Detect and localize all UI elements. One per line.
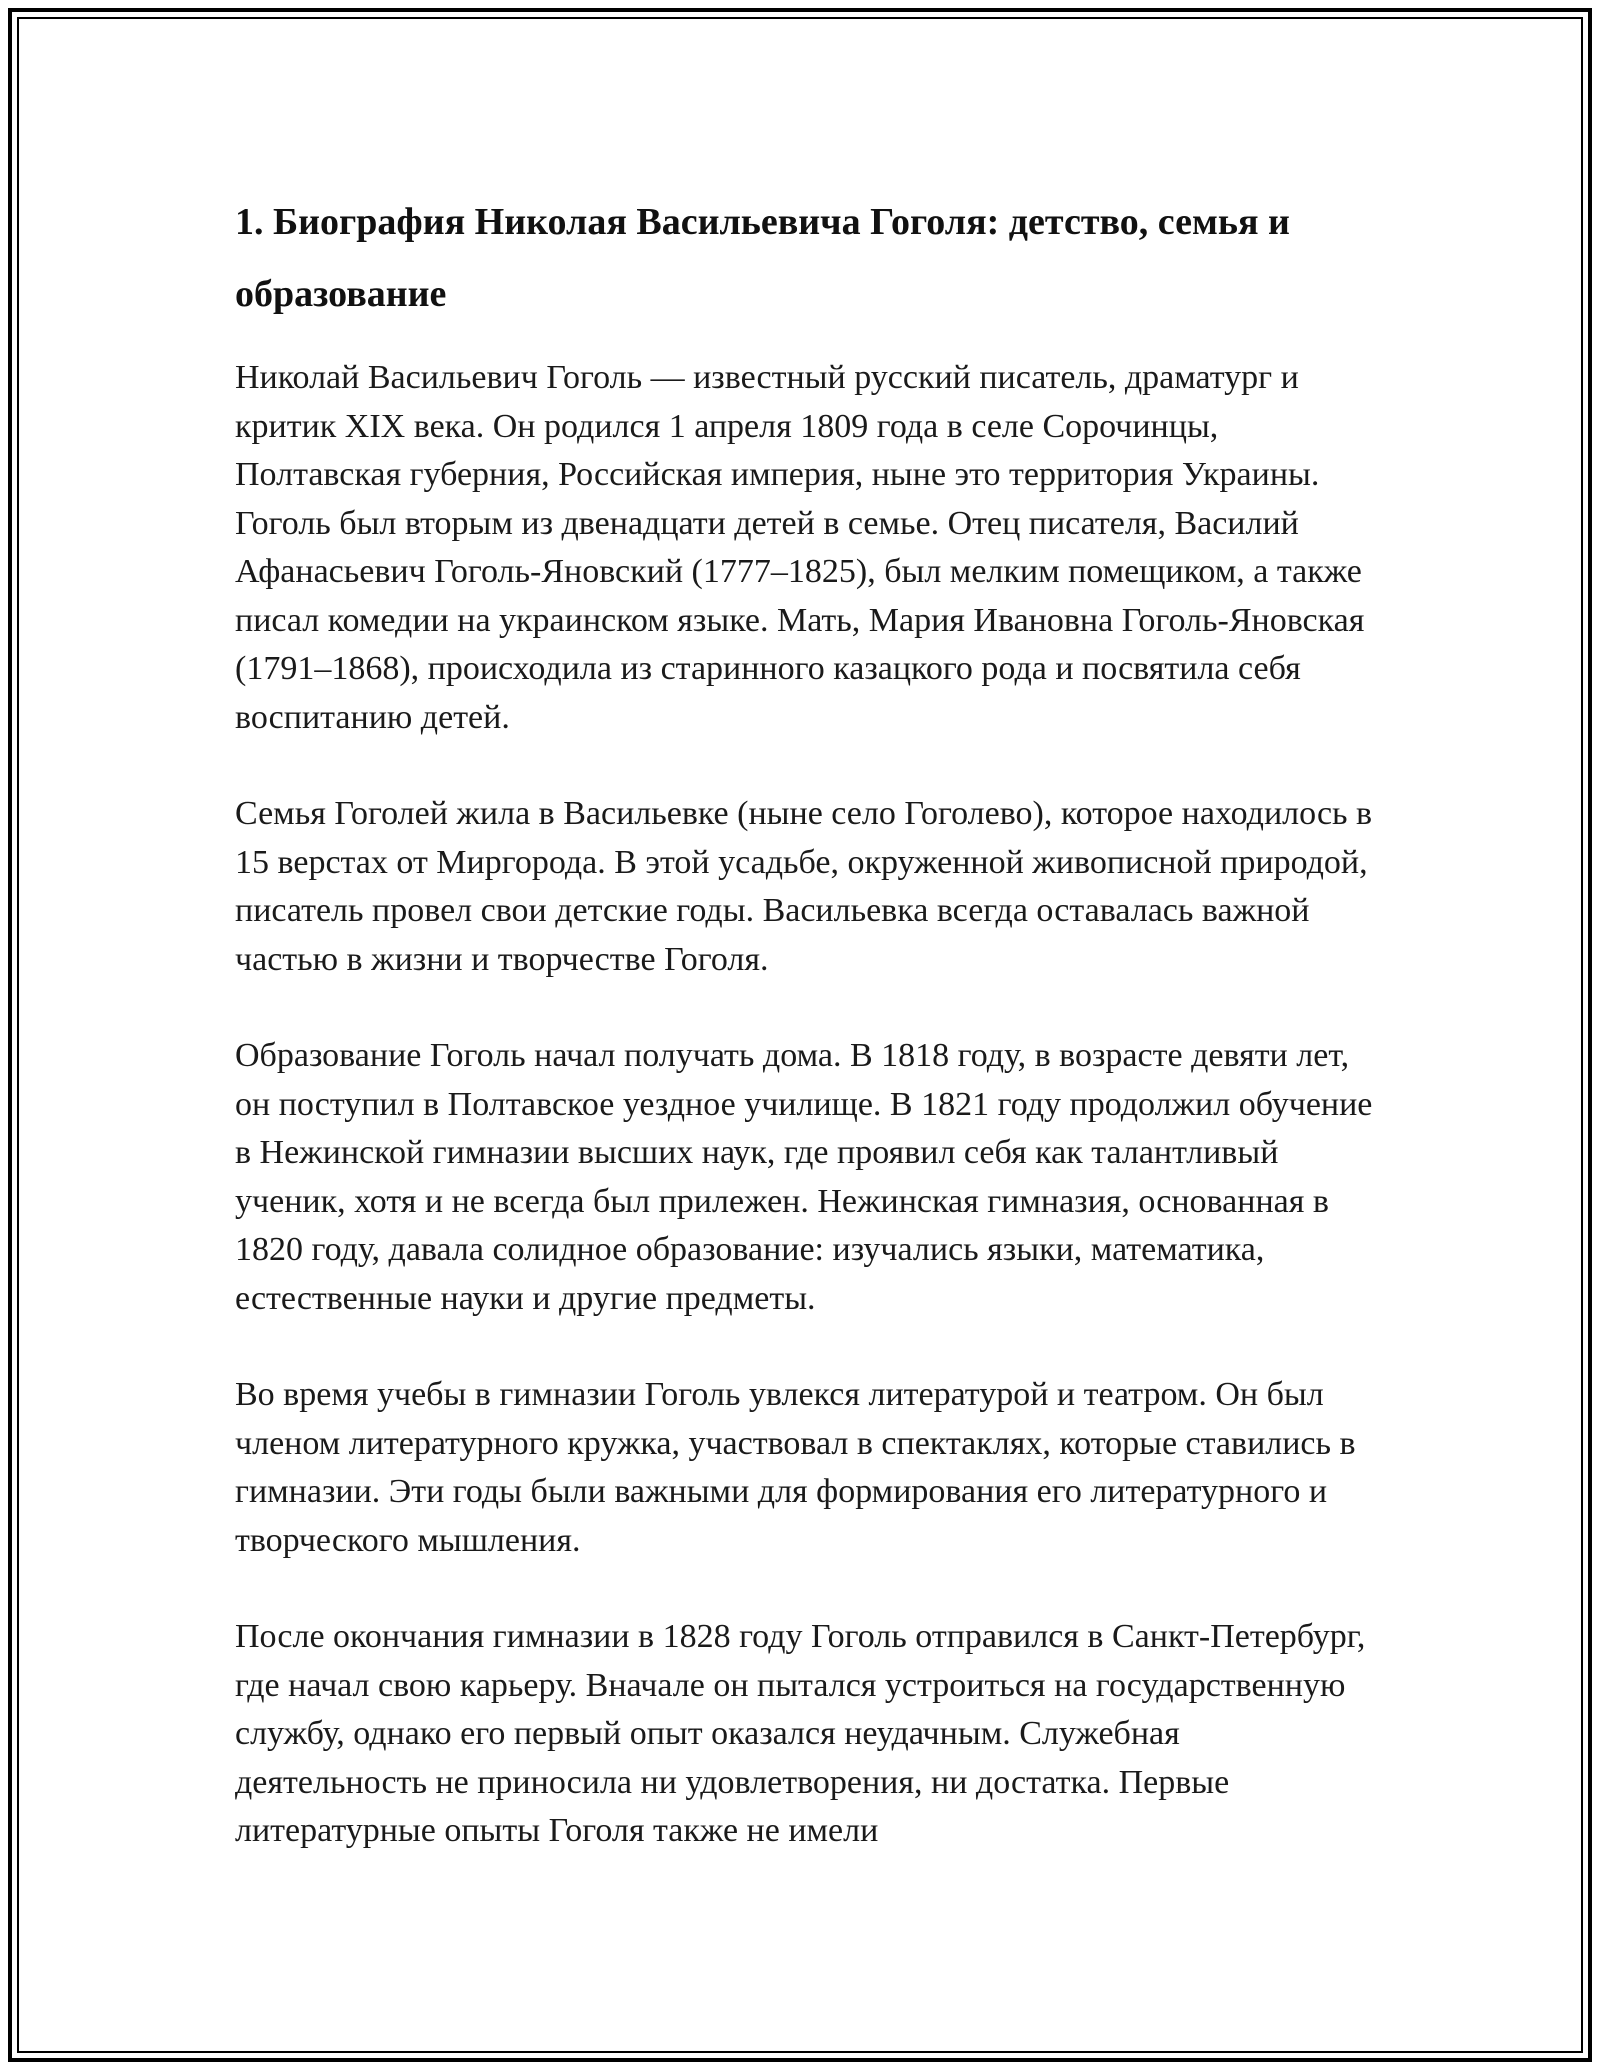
paragraph-petersburg: После окончания гимназии в 1828 году Гоголь отправился в Санкт-Петербург, где начал свою карьеру. Вначале он пытался устроиться на государственную службу, однако его первый опыт оказался неудачным. Служебная деятельность не приносила ни удовлетворения, ни достатка. Первые литературные опыты Гоголя также не имели bbox=[235, 1618, 1366, 1849]
paragraph-education: Образование Гоголь начал получать дома. В 1818 году, в возрасте девяти лет, он поступил в Полтавское уездное училище. В 1821 году продолжил обучение в Нежинской гимназии высших наук, где проявил себя как талантливый ученик, хотя и не всегда был прилежен. Нежинская гимназия, основанная в 1820 году, давала солидное образование: изучались языки, математика, естественные науки и другие предметы. bbox=[235, 1037, 1373, 1317]
section-heading: 1. Биография Николая Васильевича Гоголя: детство, семья и образование bbox=[235, 201, 1290, 315]
paragraph-family: Николай Васильевич Гоголь — известный русский писатель, драматург и критик XIX века. Он родился 1 апреля 1809 года в селе Сорочинцы, Полтавская губерния, Российская империя, ныне это территория Украины. Гоголь был вторым из двенадцати детей в семье. Отец писателя, Василий Афанасьевич Гоголь-Яновский (1777–1825), был мелким помещиком, а также писал комедии на украинском языке. Мать, Мария Ивановна Гоголь-Яновская (1791–1868), происходила из старинного казацкого рода и посвятила себя воспитанию детей. bbox=[235, 359, 1365, 736]
paragraph-gymnasium: Во время учебы в гимназии Гоголь увлекся литературой и театром. Он был членом литературного кружка, участвовал в спектаклях, которые ставились в гимназии. Эти годы были важными для формирования его литературного и творческого мышления. bbox=[235, 1376, 1356, 1559]
document-body bbox=[235, 186, 1375, 1904]
paragraph-vasilevka: Семья Гоголей жила в Васильевке (ныне село Гоголево), которое находилось в 15 верстах от Миргорода. В этой усадьбе, окруженной живописной природой, писатель провел свои детские годы. Васильевка всегда оставалась важной частью в жизни и творчестве Гоголя. bbox=[235, 795, 1373, 978]
